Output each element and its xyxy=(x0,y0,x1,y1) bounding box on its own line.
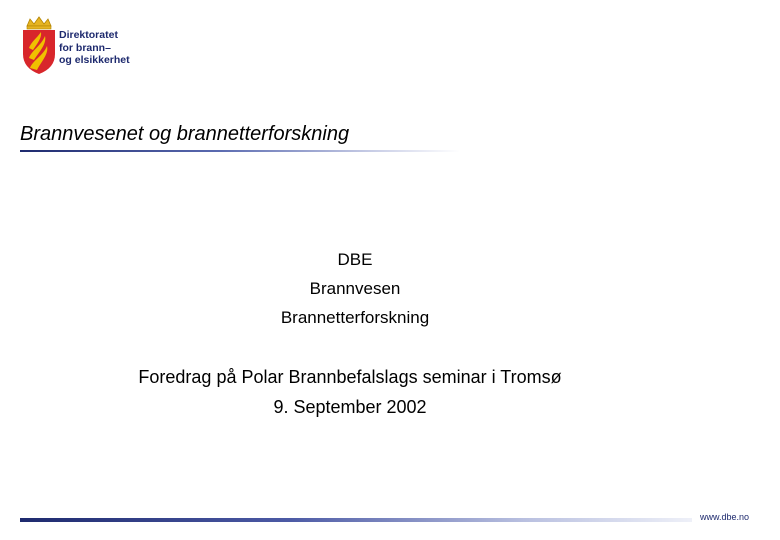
footer-url: www.dbe.no xyxy=(700,512,750,522)
coat-of-arms-flame-icon xyxy=(19,16,59,76)
logo-line-2: for brann– xyxy=(59,41,111,54)
topic-line-1: DBE xyxy=(337,250,373,269)
logo-line-1: Direktoratet xyxy=(59,29,118,41)
topic-line-2: Brannvesen xyxy=(309,279,401,298)
footer-bar xyxy=(20,518,692,522)
talk-title: Foredrag på Polar Brannbefalslags seminar i Tromsø xyxy=(138,367,562,387)
slide-title: Brannvesenet og brannetterforskning xyxy=(20,123,350,145)
topic-list xyxy=(230,245,480,332)
logo xyxy=(19,16,141,76)
logo-line-3: og elsikkerhet xyxy=(59,54,130,66)
talk-date: 9. September 2002 xyxy=(273,397,427,417)
topic-line-3: Brannetterforskning xyxy=(280,308,430,327)
title-underline xyxy=(20,150,460,152)
logo-wordmark xyxy=(59,29,130,67)
talk-info xyxy=(100,362,600,422)
title-block xyxy=(20,123,460,152)
